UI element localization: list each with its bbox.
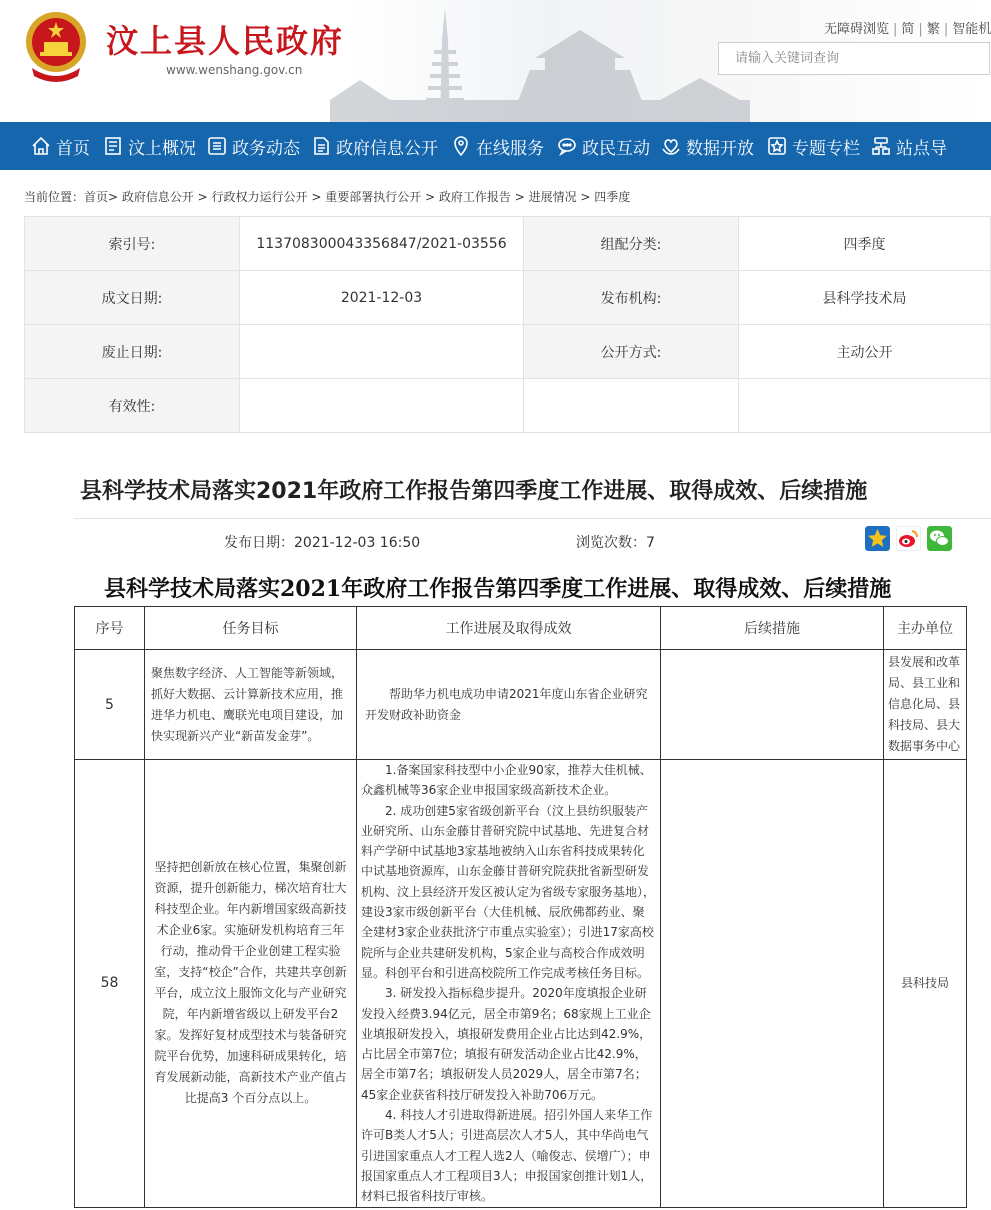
index-label: 索引号: bbox=[25, 217, 240, 271]
nav-label: 首页 bbox=[56, 138, 90, 159]
column-header-unit: 主办单位 bbox=[884, 607, 967, 650]
document-heading: 县科学技术局落实2021年政府工作报告第四季度工作进展、取得成效、后续措施 bbox=[104, 576, 892, 602]
host-unit: 县发展和改革局、县工业和信息化局、县科技局、县大数据事务中心 bbox=[884, 650, 967, 760]
progress-paragraph: 帮助华力机电成功申请2021年度山东省企业研究开发财政补助资金 bbox=[365, 686, 648, 722]
heart-hand-icon bbox=[660, 135, 682, 157]
empty-cell bbox=[524, 379, 739, 433]
book-icon bbox=[102, 135, 124, 157]
divider: | bbox=[893, 22, 898, 37]
sitemap-icon bbox=[870, 135, 892, 157]
accessibility-link[interactable]: 无障碍浏览 bbox=[824, 22, 890, 37]
nav-label: 数据开放 bbox=[686, 138, 754, 159]
progress-table bbox=[74, 606, 967, 1208]
publish-date: 发布日期：2021-12-03 16:50 bbox=[224, 535, 421, 551]
progress-paragraph: 2. 成功创建5家省级创新平台（汶上县纺织服装产业研究所、山东金藤甘普研究院中试基地、先进复合材料产学研中试基地3家基地被纳入山东省科技成果转化中试基地资源库，山东金藤甘普研究院获批省新型研发机构、汶上县经济开发区被认定为省级专家服务基地），建设3家市级创新平台（大佳机械、辰欣佛都药业、聚全建材3家企业获批济宁市重点实验室）；引进17家高校院所与企业共建研发机构，5家企业与高校合作成效明显。科创平台和引进高校院所工作完成考核任务目标。 bbox=[361, 803, 656, 980]
nav-label: 在线服务 bbox=[476, 138, 544, 159]
date-value: 2021-12-03 bbox=[240, 271, 524, 325]
site-title[interactable]: 汶上县人民政府 bbox=[106, 22, 345, 60]
traditional-link[interactable]: 繁 bbox=[926, 22, 940, 37]
national-emblem-icon bbox=[22, 10, 90, 82]
table-header-row bbox=[75, 607, 967, 650]
host-unit: 县科技局 bbox=[884, 760, 967, 1208]
nav-item-interaction[interactable] bbox=[544, 122, 650, 170]
meta-row bbox=[25, 325, 991, 379]
nav-item-sitemap[interactable] bbox=[860, 122, 947, 170]
divider: | bbox=[943, 22, 949, 37]
column-header-measures: 后续措施 bbox=[661, 607, 884, 650]
date-label: 成文日期: bbox=[25, 271, 240, 325]
table-row bbox=[75, 650, 967, 760]
nav-label: 专题专栏 bbox=[792, 138, 860, 159]
view-count: 浏览次数：7 bbox=[576, 535, 655, 551]
document-meta-table bbox=[24, 216, 991, 433]
category-label: 组配分类: bbox=[524, 217, 739, 271]
column-header-goal: 任务目标 bbox=[145, 607, 357, 650]
chat-icon bbox=[556, 135, 578, 157]
progress-paragraph: 3. 研发投入指标稳步提升。2020年度填报企业研发投入经费3.94亿元，居全市第9名；68家规上工业企业填报研发投入，填报研发费用企业占比达到42.9%，占比居全市第7位；填报有研发活动企业占比42.9%，居全市第7名；填报研发人员2029人，居全市第7名；45家企业获省科技厅研发投入补助706万元。 bbox=[361, 986, 652, 1102]
valid-label: 有效性: bbox=[25, 379, 240, 433]
nav-label: 站点导 bbox=[896, 138, 947, 159]
main-nav bbox=[0, 122, 991, 170]
home-icon bbox=[30, 135, 52, 157]
column-header-no: 序号 bbox=[75, 607, 145, 650]
abolish-label: 废止日期: bbox=[25, 325, 240, 379]
smart-device-link[interactable]: 智能机 bbox=[952, 22, 991, 37]
meta-row bbox=[25, 217, 991, 271]
location-icon bbox=[450, 135, 472, 157]
nav-label: 政民互动 bbox=[582, 138, 650, 159]
article-title: 县科学技术局落实2021年政府工作报告第四季度工作进展、取得成效、后续措施 bbox=[80, 479, 868, 504]
top-links bbox=[824, 18, 991, 37]
divider: | bbox=[918, 22, 923, 37]
progress-paragraph: 4. 科技人才引进取得新进展。招引外国人来华工作许可B类人才5人；引进高层次人才5人，其中华尚电气引进国家重点人才工程人选2人（喻俊志、侯增广）；申报国家重点人才工程项目3人；申报国家创推计划1人，材料已报省科技厅审核。 bbox=[361, 1108, 653, 1204]
star-doc-icon bbox=[766, 135, 788, 157]
empty-cell bbox=[739, 379, 991, 433]
task-goal: 聚焦数字经济、人工智能等新领域，抓好大数据、云计算新技术应用，推进华力机电、鹰联光电项目建设，加快实现新兴产业“新苗发金芽”。 bbox=[145, 650, 357, 760]
nav-item-online-service[interactable] bbox=[438, 122, 544, 170]
mode-label: 公开方式: bbox=[524, 325, 739, 379]
nav-label: 汶上概况 bbox=[128, 138, 196, 159]
nav-item-open-data[interactable] bbox=[650, 122, 754, 170]
follow-up-measures bbox=[661, 760, 884, 1208]
simplified-link[interactable]: 简 bbox=[901, 22, 915, 37]
nav-label: 政府信息公开 bbox=[336, 138, 438, 159]
meta-row bbox=[25, 271, 991, 325]
wechat-icon[interactable] bbox=[927, 526, 952, 551]
breadcrumb[interactable]: 当前位置：首页> 政府信息公开 > 行政权力运行公开 > 重要部署执行公开 > 政府工作报告 > 进展情况 > 四季度 bbox=[24, 190, 631, 204]
row-number: 58 bbox=[75, 760, 145, 1208]
nav-item-overview[interactable] bbox=[90, 122, 196, 170]
progress-cell bbox=[357, 760, 661, 1208]
column-header-progress: 工作进展及取得成效 bbox=[357, 607, 661, 650]
pagoda-background-icon bbox=[330, 0, 750, 122]
title-divider bbox=[74, 518, 991, 519]
nav-item-info-disclosure[interactable] bbox=[300, 122, 438, 170]
meta-row bbox=[25, 379, 991, 433]
progress-paragraph: 1.备案国家科技型中小企业90家，推荐大佳机械、众鑫机械等36家企业申报国家级高新技术企业。 bbox=[361, 763, 652, 798]
nav-item-special[interactable] bbox=[754, 122, 860, 170]
org-label: 发布机构: bbox=[524, 271, 739, 325]
nav-label: 政务动态 bbox=[232, 138, 300, 159]
mode-value: 主动公开 bbox=[739, 325, 991, 379]
favorite-star-icon[interactable] bbox=[865, 526, 890, 551]
search-input[interactable]: 请输入关键词查询 bbox=[718, 42, 990, 75]
document-icon bbox=[310, 135, 332, 157]
valid-value bbox=[240, 379, 524, 433]
row-number: 5 bbox=[75, 650, 145, 760]
site-header bbox=[0, 0, 991, 122]
list-icon bbox=[206, 135, 228, 157]
follow-up-measures bbox=[661, 650, 884, 760]
progress-cell bbox=[357, 650, 661, 760]
weibo-icon[interactable] bbox=[896, 526, 921, 551]
task-goal: 坚持把创新放在核心位置，集聚创新资源，提升创新能力，梯次培育壮大科技型企业。年内新增国家级高新技术企业6家。实施研发机构培育三年行动，推动骨干企业创建工程实验室，支持“校企”合作，共建共享创新平台，成立汶上服饰文化与产业研究院，年内新增省级以上研发平台2家。发挥好复材成型技术与装备研究院平台优势，加速科研成果转化，培育发展新动能，高新技术产业产值占比提高3 个百分点以上。 bbox=[145, 760, 357, 1208]
abolish-value bbox=[240, 325, 524, 379]
nav-item-home[interactable] bbox=[0, 122, 90, 170]
index-value: 113708300043356847/2021-03556 bbox=[240, 217, 524, 271]
site-url: www.wenshang.gov.cn bbox=[166, 63, 303, 77]
nav-item-news[interactable] bbox=[196, 122, 300, 170]
org-value: 县科学技术局 bbox=[739, 271, 991, 325]
category-value: 四季度 bbox=[739, 217, 991, 271]
table-row bbox=[75, 760, 967, 1208]
